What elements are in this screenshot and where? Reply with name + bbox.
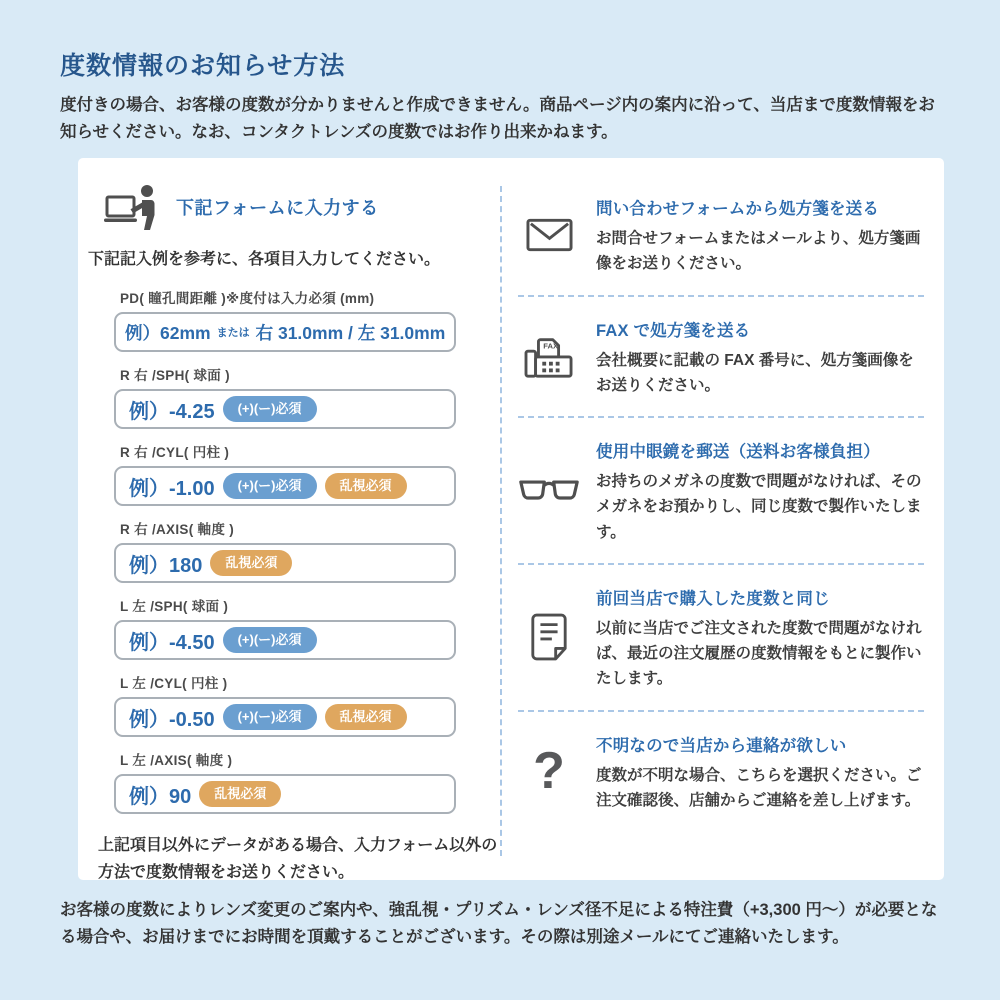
form-fields [114, 287, 456, 814]
example-input-box [114, 620, 456, 660]
form-field-row [114, 749, 456, 814]
astigmatism-required-badge: 乱視必須 [325, 473, 407, 499]
form-field-row [114, 364, 456, 429]
field-label: PD( 瞳孔間距離 )※度付は入力必須 (mm) [120, 291, 375, 306]
form-field-row [114, 287, 456, 352]
form-section-header [104, 184, 508, 230]
person-at-computer-icon [104, 184, 158, 230]
column-divider [500, 186, 502, 856]
form-column [88, 184, 508, 882]
example-input-box [114, 312, 456, 352]
intro-paragraph: 度付きの場合、お客様の度数が分かりませんと作成できません。商品ページ内の案内に沿って、当店まで度数情報をお知らせください。なお、コンタクトレンズの度数ではお作り出来かねます。 [60, 96, 935, 141]
method-title: FAX で処方箋を送る [596, 321, 751, 340]
example-input-box [114, 774, 456, 814]
method-section [518, 423, 924, 558]
example-value-2: 右 31.0mm / 左 31.0mm [255, 322, 446, 343]
form-field-row [114, 518, 456, 583]
joiner-label: または [216, 327, 250, 339]
glasses-icon [518, 436, 580, 545]
page-title: 度数情報のお知らせ方法 [60, 52, 346, 80]
method-body: 以前に当店でご注文された度数で問題がなければ、最近の注文履歴の度数情報をもとに製作いたします。 [596, 619, 922, 688]
astigmatism-required-badge: 乱視必須 [199, 781, 281, 807]
field-label: R 右 /CYL( 円柱 ) [120, 445, 230, 460]
example-value: 例）90 [129, 785, 192, 808]
method-title: 不明なので当店から連絡が欲しい [596, 736, 847, 755]
astigmatism-required-badge: 乱視必須 [325, 704, 407, 730]
method-section [518, 570, 924, 705]
sign-required-badge: (+)(ー)必須 [223, 704, 317, 730]
dashed-separator [518, 416, 924, 418]
form-subtitle: 下記記入例を参考に、各項目入力してください。 [88, 251, 441, 268]
method-title: 前回当店で購入した度数と同じ [596, 589, 830, 608]
method-section [518, 180, 924, 290]
field-label: L 左 /AXIS( 軸度 ) [120, 753, 233, 768]
example-input-box [114, 389, 456, 429]
form-field-row [114, 595, 456, 660]
example-value: 例）-4.25 [129, 400, 215, 423]
field-label: L 左 /CYL( 円柱 ) [120, 676, 228, 691]
form-note: 上記項目以外にデータがある場合、入力フォーム以外の方法で度数情報をお送りください。 [98, 837, 498, 882]
method-title: 問い合わせフォームから処方箋を送る [596, 200, 880, 218]
example-input-box [114, 466, 456, 506]
dashed-separator [518, 295, 924, 297]
method-body: 会社概要に記載の FAX 番号に、処方箋画像をお送りください。 [596, 351, 914, 394]
method-body: 度数が不明な場合、こちらを選択ください。ご注文確認後、店舗からご連絡を差し上げます。 [596, 766, 922, 809]
example-value: 例）62mm [125, 322, 211, 343]
example-value: 例）-4.50 [129, 631, 215, 654]
example-value: 例）180 [129, 554, 203, 577]
field-label: L 左 /SPH( 球面 ) [120, 599, 229, 614]
example-input-box [114, 543, 456, 583]
methods-list [518, 180, 924, 826]
method-title: 使用中眼鏡を郵送（送料お客様負担） [596, 443, 880, 461]
example-value: 例）-0.50 [129, 708, 215, 731]
method-section [518, 302, 924, 412]
sign-required-badge: (+)(ー)必須 [223, 473, 317, 499]
astigmatism-required-badge: 乱視必須 [210, 550, 292, 576]
method-text [596, 583, 924, 692]
info-panel [78, 158, 944, 880]
field-label: R 右 /SPH( 球面 ) [120, 368, 230, 383]
fax-icon [518, 315, 580, 399]
sign-required-badge: (+)(ー)必須 [223, 396, 317, 422]
footer-paragraph: お客様の度数によりレンズ変更のご案内や、強乱視・プリズム・レンズ径不足による特注費（+3,300 円〜）が必要となる場合や、お届けまでにお時間を頂戴することがございます。その際は別途メールにてご連絡いたします。 [60, 901, 938, 947]
method-body: お問合せフォームまたはメールより、処方箋画像をお送りください。 [596, 230, 921, 273]
question-icon [518, 730, 580, 814]
method-body: お持ちのメガネの度数で問題がなければ、そのメガネをお預かりし、同じ度数で製作いたします。 [596, 473, 922, 541]
dashed-separator [518, 563, 924, 565]
mail-icon [518, 193, 580, 277]
method-text [596, 193, 924, 277]
sign-required-badge: (+)(ー)必須 [223, 627, 317, 653]
question-mark-glyph: ? [533, 742, 565, 801]
dashed-separator [518, 710, 924, 712]
form-section-title: 下記フォームに入力する [176, 198, 379, 218]
example-value: 例）-1.00 [129, 477, 215, 500]
svg-text:FAX: FAX [543, 341, 559, 351]
field-label: R 右 /AXIS( 軸度 ) [120, 522, 235, 537]
form-field-row [114, 441, 456, 506]
method-section [518, 717, 924, 827]
method-text [596, 315, 924, 399]
method-text [596, 436, 924, 545]
example-input-box [114, 697, 456, 737]
document-icon [518, 583, 580, 692]
method-text [596, 730, 924, 814]
form-field-row [114, 672, 456, 737]
